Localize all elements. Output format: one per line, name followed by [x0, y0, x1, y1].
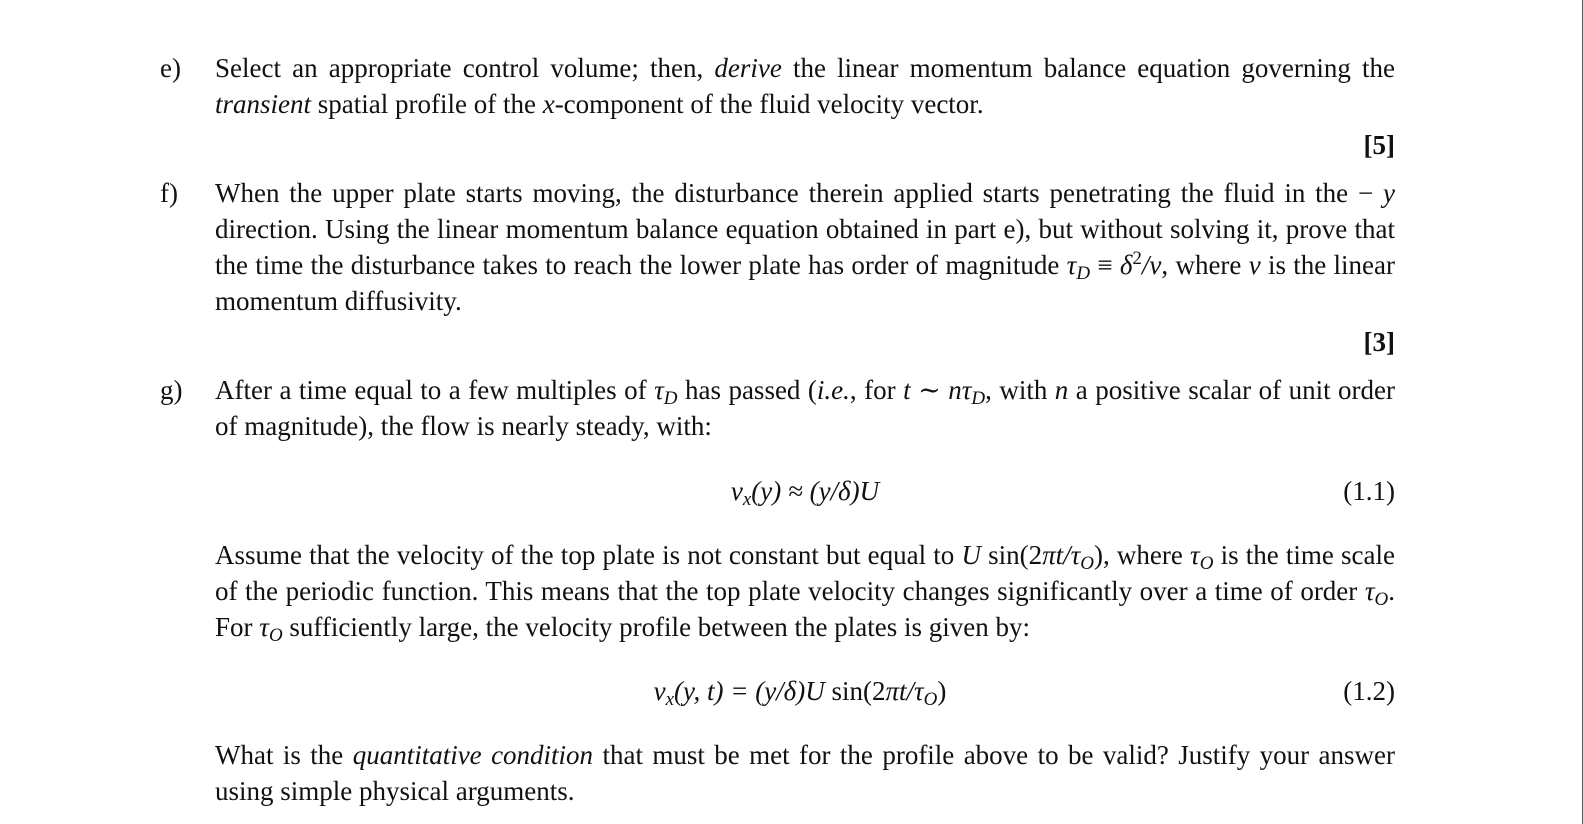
- part-g-emphasis-quantitative-condition: quantitative condition: [352, 740, 594, 770]
- math-t: t: [903, 375, 911, 405]
- equation-1-2: $v_x(y$, t) = (y/δ)U $\sin(2\pi t/\tau_O)$: [653, 676, 947, 710]
- equation-1-1-number: (1.1): [1343, 476, 1395, 506]
- part-e-emphasis-derive: derive: [714, 53, 782, 83]
- math-tau-o: $\tau_O$: [1190, 540, 1214, 574]
- equation-1-2-number: (1.2): [1343, 676, 1395, 706]
- part-g-emphasis-ie: i.e.: [816, 375, 850, 405]
- math-tau-o: $\tau_O$: [259, 612, 283, 646]
- part-f-marks: [3]: [1363, 327, 1395, 357]
- part-g-paragraph-3: What is the quantitative condition that must be met for the profile above to be valid? Justify your answer using simple physical arguments.: [215, 740, 1396, 806]
- part-f-text: When the upper plate starts moving, the disturbance therein applied starts penetrating the fluid in the − y direction. Using the linear momentum balance equation obtained in part e), but without solving it, prove that the time the disturbance takes to reach the lower plate has order of magnitude $\tau_D \equiv \delta^2/\nu$, where ν is the linear momentum diffusivity.: [215, 178, 1395, 316]
- part-e-emphasis-transient: transient: [215, 89, 312, 119]
- part-e-text: Select an appropriate control volume; then, derive the linear momentum balance equation governing the transient spatial profile of the x-component of the fluid velocity vector.: [215, 53, 1395, 119]
- math-x: x: [542, 89, 555, 119]
- equation-1-1: $v_x(y) \approx (y/\delta)U$: [730, 476, 880, 510]
- part-e-marks: [5]: [1363, 130, 1395, 160]
- math-n-tau-d: $n\tau_D$: [948, 375, 986, 409]
- math-tau-o: $\tau_O$: [1364, 576, 1389, 610]
- math-n: n: [1054, 375, 1069, 405]
- math-tau-d: $\tau_D$: [654, 375, 678, 409]
- part-g-label: g): [160, 375, 183, 405]
- math-y: y: [1383, 178, 1395, 208]
- part-e-label: e): [160, 53, 181, 83]
- math-tau-d: $\tau_D$: [1066, 250, 1091, 284]
- math-nu: ν: [1248, 250, 1261, 280]
- part-g-text: After a time equal to a few multiples of $\tau_D$ has passed (i.e., for t ∼ $n\tau_D$, with n a positive scalar of unit order of magnitude), the flow is nearly steady, with:: [215, 375, 1396, 441]
- part-g-paragraph-2: Assume that the velocity of the top plate is not constant but equal to U $\sin(2\pi t/\tau_O)$, where $\tau_O$ is the time scale of the periodic function. This means that the top plate velocity changes significantly over a time of order $\tau_O$. For $\tau_O$ sufficiently large, the velocity profile between the plates is given by:: [215, 540, 1395, 646]
- math-delta: δ: [1119, 250, 1133, 280]
- part-f-label: f): [160, 178, 178, 208]
